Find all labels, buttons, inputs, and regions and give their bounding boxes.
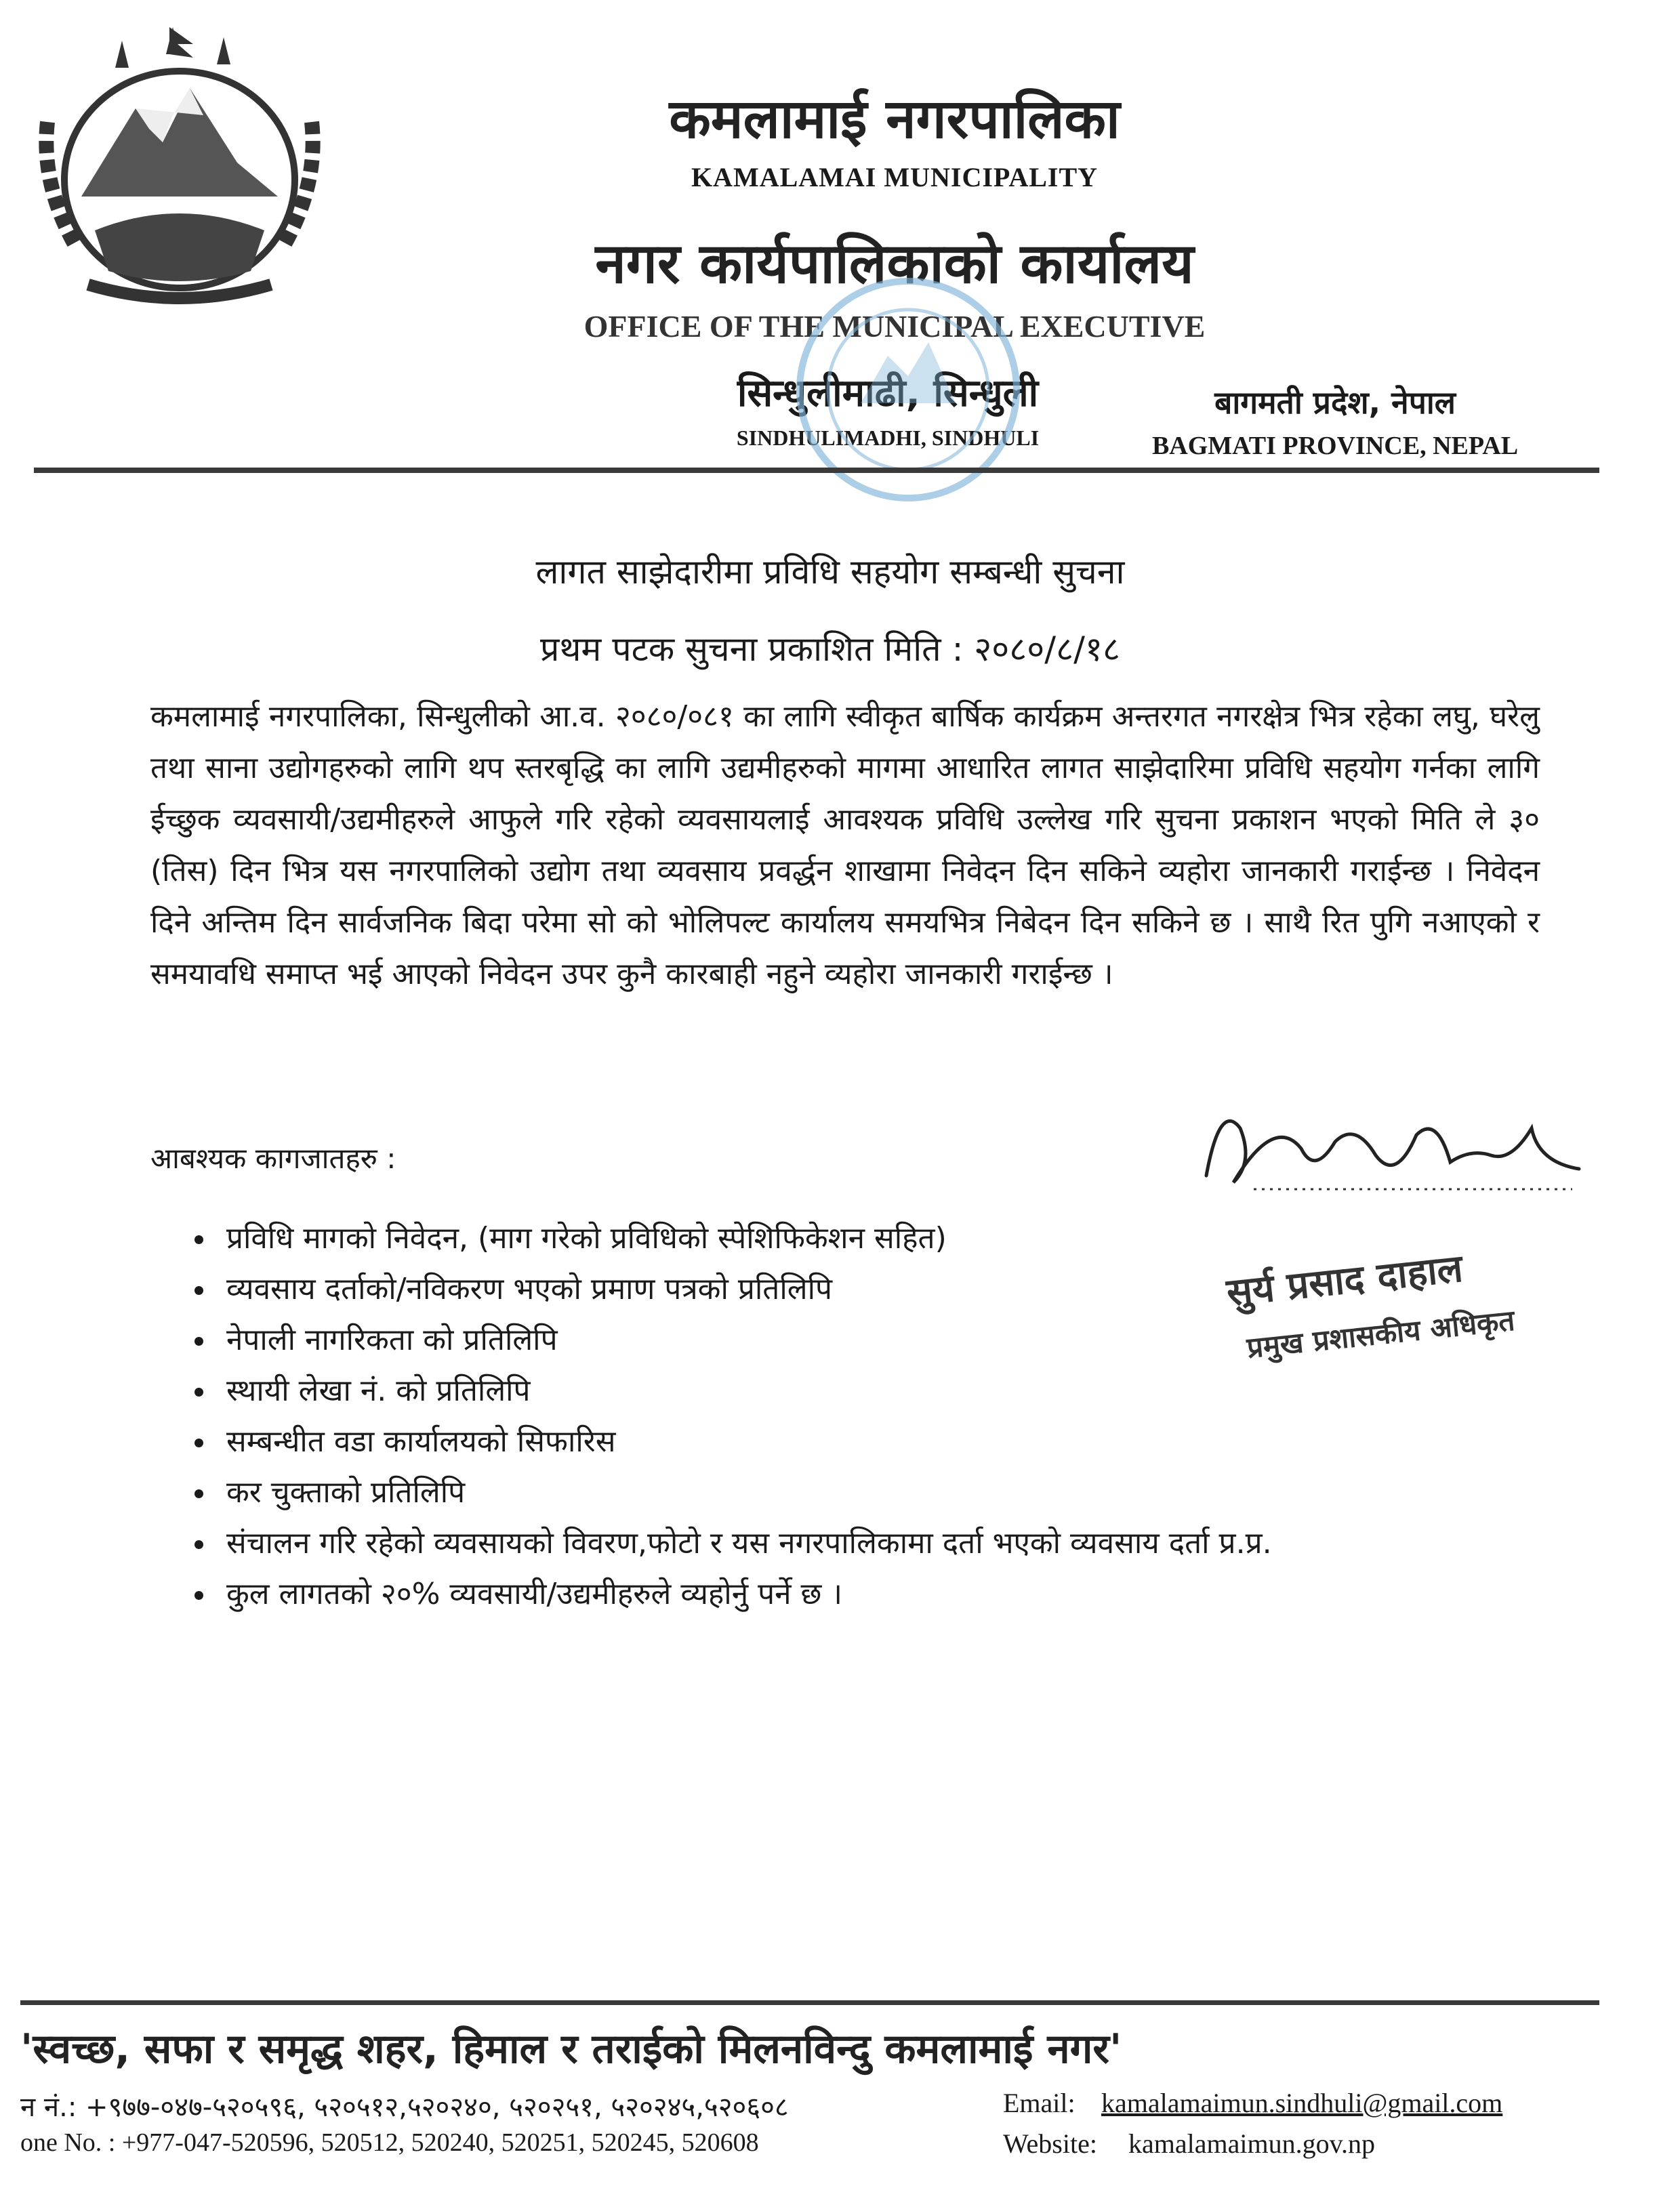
signatory-title: प्रमुख प्रशासकीय अधिकृत	[1245, 1303, 1517, 1365]
district-np: सिन्धुलीमाढी, सिन्धुली	[737, 371, 1039, 415]
website-label: Website:	[1003, 2128, 1097, 2159]
required-documents-label: आबश्यक कागजातहरु :	[150, 1142, 396, 1175]
municipality-name-np: कमलामाई नगरपालिका	[669, 87, 1120, 150]
notice-subject: लागत साझेदारीमा प्रविधि सहयोग सम्बन्धी सुचना	[535, 552, 1125, 592]
list-item: • सम्बन्धीत वडा कार्यालयको सिफारिस	[217, 1416, 1572, 1467]
office-name-np: नगर कार्यपालिकाको कार्यालय	[595, 232, 1194, 296]
list-item: • कुल लागतको २०% व्यवसायी/उद्यमीहरुले व्यहोर्नु पर्ने छ ।	[217, 1569, 1572, 1619]
email-label: Email:	[1003, 2088, 1075, 2118]
footer-divider	[20, 2000, 1599, 2005]
signature-icon	[1193, 1088, 1593, 1216]
list-item: • नेपाली नागरिकता को प्रतिलिपि	[217, 1315, 1572, 1365]
header-divider	[34, 468, 1599, 473]
office-stamp-icon	[786, 268, 1030, 512]
province-en: BAGMATI PROVINCE, NEPAL	[1151, 432, 1519, 460]
email-link[interactable]: kamalamaimun.sindhuli@gmail.com	[1101, 2088, 1503, 2118]
list-item: • कर चुक्ताको प्रतिलिपि	[217, 1467, 1572, 1518]
list-item: • संचालन गरि रहेको व्यवसायको विवरण,फोटो र यस नगरपालिकामा दर्ता भएको व्यवसाय दर्ता प्र.प्र.	[217, 1518, 1572, 1569]
list-item: • प्रविधि मागको निवेदन, (माग गरेको प्रविधिको स्पेशिफिकेशन सहित)	[217, 1213, 1572, 1264]
nepal-emblem-icon	[34, 27, 325, 312]
list-item: • स्थायी लेखा नं. को प्रतिलिपि	[217, 1365, 1572, 1416]
list-item: • व्यवसाय दर्ताको/नविकरण भएको प्रमाण पत्रको प्रतिलिपि	[217, 1264, 1572, 1315]
phone-numbers-en: one No. : +977-047-520596, 520512, 520240, 520251, 520245, 520608	[20, 2128, 759, 2157]
notice-body: कमलामाई नगरपालिका, सिन्धुलीको आ.व. २०८०/०८१ का लागि स्वीकृत बार्षिक कार्यक्रम अन्तरगत नगरक्षेत्र भित्र रहेका लघु, घरेलु तथा साना उद्योगहरुको लागि थप स्तरबृद्धि का लागि उद्यमीहरुको मागमा आधारित लागत साझेदारिमा प्रविधि सहयोग गर्नका लागि ईच्छुक व्यवसायी/उद्यमीहरुले आफुले गरि रहेको व्यवसायलाई आवश्यक प्रविधि उल्लेख गरि सुचना प्रकाशन भएको मिति ले ३० (तिस) दिन भित्र यस नगरपालिको उद्योग तथा व्यवसाय प्रवर्द्धन शाखामा निवेदन दिन सकिने व्यहोरा जानकारी गराईन्छ । निवेदन दिने अन्तिम दिन सार्वजनिक बिदा परेमा सो को भोलिपल्ट कार्यालय समयभित्र निबेदन दिन सकिने छ । साथै रित पुगि नआएको र समयावधि समाप्त भई आएको निवेदन उपर कुनै कारबाही नहुने व्यहोरा जानकारी गराईन्छ ।	[150, 699, 1540, 991]
office-name-en: OFFICE OF THE MUNICIPAL EXECUTIVE	[583, 309, 1206, 344]
municipality-name-en: KAMALAMAI MUNICIPALITY	[691, 162, 1099, 192]
footer-slogan: 'स्वच्छ, सफा र समृद्ध शहर, हिमाल र तराईको मिलनविन्दु कमलामाई नगर'	[20, 2025, 1122, 2073]
province-np: बागमती प्रदेश, नेपाल	[1214, 384, 1456, 421]
district-en: SINDHULIMADHI, SINDHULI	[736, 426, 1040, 450]
website-link[interactable]: kamalamaimun.gov.np	[1128, 2128, 1375, 2159]
phone-numbers-np: न नं.: +९७७-०४७-५२०५९६, ५२०५१२,५२०२४०, ५२०२५१, ५२०२४५,५२०६०८	[20, 2092, 789, 2123]
signatory-name: सुर्य प्रसाद दाहाल	[1224, 1246, 1465, 1315]
publication-date: प्रथम पटक सुचना प्रकाशित मिति : २०८०/८/१८	[540, 629, 1120, 669]
